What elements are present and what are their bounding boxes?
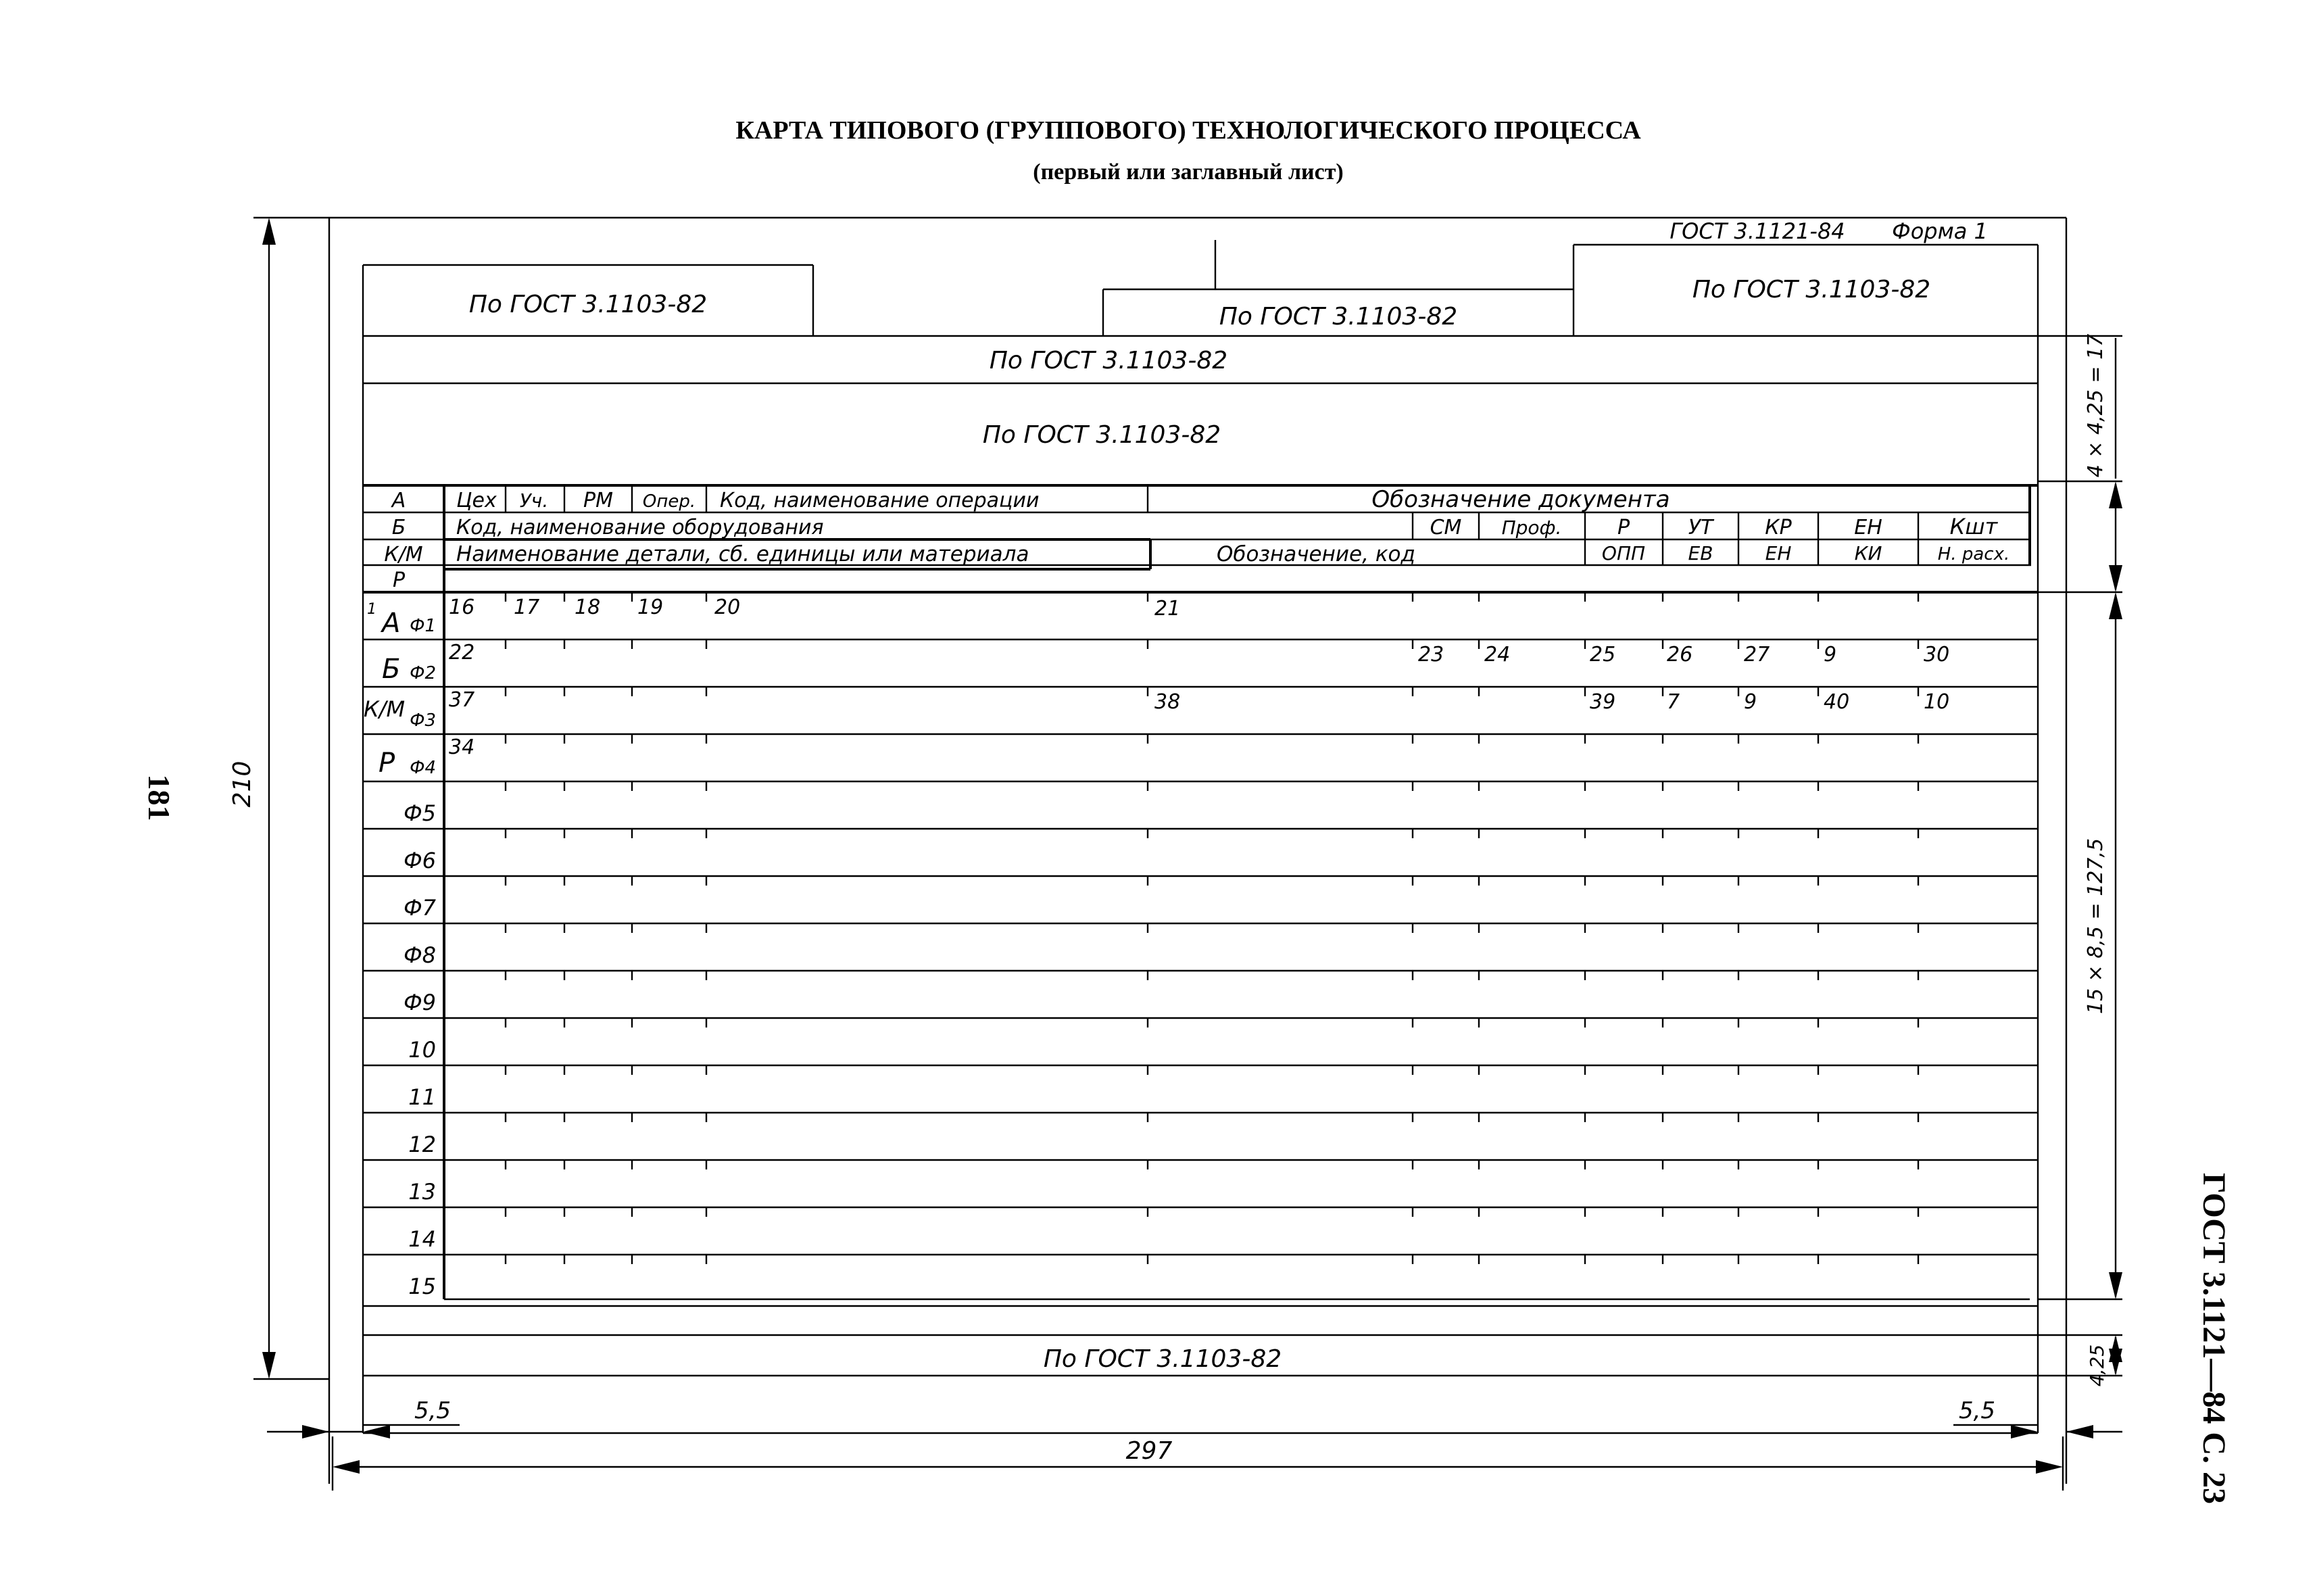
header-cell: РМ <box>583 489 613 512</box>
field-number: 26 <box>1667 643 1693 667</box>
line-number: 11 <box>408 1084 436 1110</box>
line-number-labels <box>404 616 437 1299</box>
row-code-p: Р <box>392 569 406 592</box>
table-body-lines <box>363 592 2038 1264</box>
dim-top-block: 4 × 4,25 = 17 <box>2084 333 2107 478</box>
header-cell: Р <box>1617 516 1630 539</box>
header-cell: Цех <box>456 489 497 512</box>
field-number: 39 <box>1590 690 1616 714</box>
dim-margin-left: 5,5 <box>414 1397 452 1424</box>
line-number: 10 <box>408 1037 436 1063</box>
line-number: Ф3 <box>410 710 436 731</box>
dim-margin-right: 5,5 <box>1958 1397 1996 1424</box>
field-number: 24 <box>1484 643 1511 667</box>
header-cell: ЕВ <box>1688 542 1713 564</box>
line-number: 12 <box>408 1132 436 1157</box>
header-cell: Кшт <box>1949 514 1998 539</box>
standard-ref: ГОСТ 3.1121-84 <box>1670 218 1845 244</box>
field-number: 7 <box>1667 690 1680 714</box>
field-number: 20 <box>714 596 741 619</box>
ref-block-left: По ГОСТ 3.1103-82 <box>468 291 708 318</box>
line-prefix-a: А <box>382 608 401 639</box>
dim-width: 297 <box>1125 1437 1173 1465</box>
field-number: 16 <box>449 596 475 619</box>
field-number: 38 <box>1154 690 1181 714</box>
line-first-index: 1 <box>367 601 376 618</box>
header-cell: Уч. <box>519 489 549 512</box>
ref-block-right: По ГОСТ 3.1103-82 <box>1692 276 1931 304</box>
dim-row-block: 15 × 8,5 = 127,5 <box>2084 838 2107 1015</box>
row-code-a: А <box>391 489 406 512</box>
row-code-b: Б <box>391 516 406 539</box>
line-number: Ф1 <box>410 616 436 636</box>
page-number: 181 <box>142 774 176 821</box>
field-number: 23 <box>1418 643 1444 667</box>
field-number: 17 <box>514 596 540 619</box>
header-cell: Обозначение документа <box>1371 486 1670 513</box>
line-number: 14 <box>408 1226 436 1252</box>
header-cell: ЕН <box>1765 542 1792 564</box>
line-number: Ф2 <box>410 663 436 683</box>
line-number: Ф6 <box>404 848 436 873</box>
field-number: 21 <box>1154 597 1181 621</box>
header-cell: Обозначение, код <box>1217 542 1415 566</box>
line-prefix-p: Р <box>379 748 395 779</box>
form-subtitle: (первый или заглавный лист) <box>1033 160 1344 185</box>
row-code-km: К/М <box>384 543 423 566</box>
field-number: 9 <box>1824 643 1837 667</box>
form-label: Форма 1 <box>1892 218 1988 244</box>
line-prefix-km: К/М <box>364 696 406 722</box>
field-number: 37 <box>449 688 475 712</box>
line-number: Ф9 <box>404 990 436 1015</box>
line-number: 15 <box>408 1274 436 1299</box>
field-number: 10 <box>1924 690 1950 714</box>
header-cell: КИ <box>1854 542 1882 564</box>
field-number: 40 <box>1824 690 1850 714</box>
header-cell: Код, наименование операции <box>720 489 1040 512</box>
header-cell: Опер. <box>642 491 696 512</box>
header-cell: ОПП <box>1601 542 1646 564</box>
dim-height: 210 <box>228 760 256 808</box>
field-number: 30 <box>1924 643 1950 667</box>
field-number: 18 <box>575 596 601 619</box>
ref-block-center: По ГОСТ 3.1103-82 <box>1219 303 1458 331</box>
side-standard-label: ГОСТ 3.1121—84 С. 23 <box>2196 1173 2232 1504</box>
line-number: Ф4 <box>410 758 436 778</box>
field-number: 22 <box>449 641 475 664</box>
field-number: 27 <box>1744 643 1770 667</box>
field-number: 19 <box>637 596 664 619</box>
header-cell: Наименование детали, сб. единицы или материала <box>456 542 1029 566</box>
ref-line-1: По ГОСТ 3.1103-82 <box>989 347 1228 374</box>
ref-line-2: По ГОСТ 3.1103-82 <box>982 421 1221 449</box>
header-cell: Н. расх. <box>1937 544 2010 564</box>
header-cell: УТ <box>1688 516 1713 539</box>
header-cell: СМ <box>1430 516 1462 539</box>
line-prefix-b: Б <box>382 654 401 685</box>
sheet-frame <box>329 218 2066 1484</box>
line-number: 13 <box>408 1179 436 1205</box>
line-number: Ф7 <box>404 895 436 921</box>
header-cell: Код, наименование оборудования <box>456 516 824 539</box>
dim-bottom-block: 4,25 <box>2086 1344 2108 1387</box>
line-number: Ф5 <box>404 800 436 826</box>
line-number: Ф8 <box>404 942 436 968</box>
header-cell: КР <box>1765 516 1792 539</box>
table-header-grid <box>363 485 2038 1299</box>
header-cell: ЕН <box>1854 516 1882 539</box>
ref-line-bottom: По ГОСТ 3.1103-82 <box>1043 1345 1282 1373</box>
header-cell: Проф. <box>1501 516 1562 539</box>
field-number: 25 <box>1590 643 1616 667</box>
field-number: 9 <box>1744 690 1757 714</box>
form-title: КАРТА ТИПОВОГО (ГРУППОВОГО) ТЕХНОЛОГИЧЕСКОГО ПРОЦЕССА <box>735 116 1641 145</box>
field-number: 34 <box>449 735 475 759</box>
